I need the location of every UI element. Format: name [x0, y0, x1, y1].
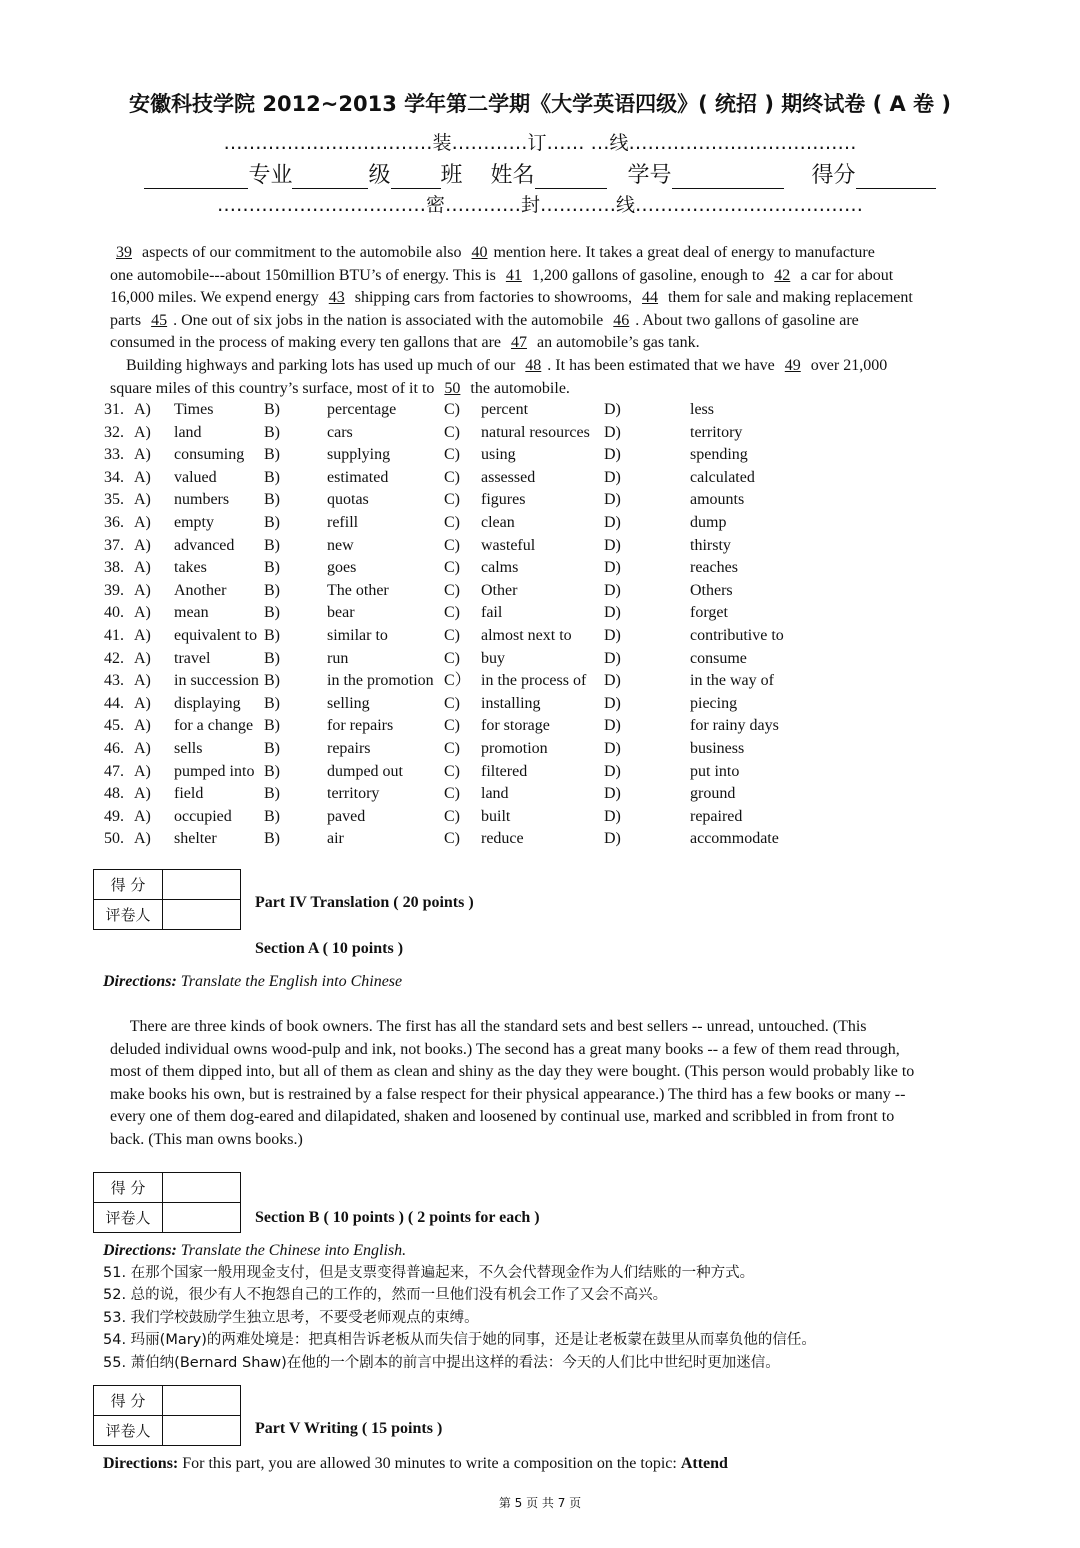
option-a[interactable]: valued [174, 468, 217, 486]
option-letter: D) [604, 536, 621, 554]
option-row [104, 761, 964, 784]
option-d[interactable]: repaired [690, 807, 743, 825]
question-number: 50. [104, 830, 124, 848]
option-letter: D) [604, 491, 621, 509]
score-label: 得分 [811, 163, 856, 188]
translation-line: every one of them dog-eared and dilapidated, shaken and loosened by continual use, marked and scribbled in from front to [110, 1108, 895, 1126]
option-letter: A) [134, 513, 151, 531]
option-a[interactable]: land [174, 423, 202, 441]
binding-line-bottom: ……………………………密…………封…………线……………………………… [216, 194, 863, 216]
option-letter: D) [604, 807, 621, 825]
passage-line [110, 378, 980, 401]
blank-number[interactable]: 45 [151, 311, 168, 329]
option-letter: C) [444, 581, 460, 599]
option-letter: A) [134, 762, 151, 780]
option-letter: D) [604, 694, 621, 712]
option-letter: C) [444, 762, 460, 780]
option-c[interactable]: promotion [481, 739, 548, 757]
option-c[interactable]: for storage [481, 717, 550, 735]
option-a[interactable]: in succession [174, 672, 259, 690]
option-letter: A) [134, 807, 151, 825]
option-c[interactable]: figures [481, 491, 526, 509]
option-letter: C) [444, 807, 460, 825]
option-letter: D) [604, 739, 621, 757]
option-letter: A) [134, 830, 151, 848]
option-a[interactable]: for a change [174, 717, 254, 735]
question-number: 49. [104, 807, 124, 825]
translation-line: deluded individual owns wood-pulp and ink, not books.) The second has a great many books -- a few of them read through, [110, 1040, 900, 1058]
option-letter: B) [264, 559, 280, 577]
question-number: 42. [104, 649, 124, 667]
option-letter: A) [134, 649, 151, 667]
translation-line: back. (This man owns books.) [110, 1130, 303, 1148]
option-b[interactable]: paved [327, 807, 366, 825]
option-letter: B) [264, 491, 280, 509]
score-cell-label: 得 分 [94, 1386, 163, 1416]
question-number: 43. [104, 672, 124, 690]
grader-cell[interactable] [163, 1203, 241, 1233]
option-b[interactable]: territory [327, 785, 380, 803]
name-label: 姓名 [490, 163, 535, 188]
option-c[interactable]: fail [481, 604, 503, 622]
passage-line [110, 355, 980, 378]
option-letter: B) [264, 739, 280, 757]
option-letter: B) [264, 694, 280, 712]
option-letter: D) [604, 468, 621, 486]
option-c[interactable]: wasteful [481, 536, 536, 554]
passage-text: over 21,000 [806, 356, 888, 374]
section-b-title: Section B ( 10 points ) ( 2 points for each ) [255, 1209, 540, 1226]
directions-label: Directions: [103, 973, 177, 990]
blank-number[interactable]: 49 [784, 356, 801, 374]
option-a[interactable]: Times [174, 401, 214, 418]
option-letter: D) [604, 626, 621, 644]
part5-topic: Attend [680, 1455, 728, 1472]
question-number: 44. [104, 694, 124, 712]
question-number: 38. [104, 559, 124, 577]
passage-text: 1,200 gallons of gasoline, enough to [527, 266, 769, 284]
option-a[interactable]: sells [174, 739, 203, 757]
option-row [104, 602, 964, 625]
name-blank[interactable] [535, 166, 607, 189]
option-d[interactable]: contributive to [690, 626, 784, 644]
option-c[interactable]: clean [481, 513, 515, 531]
translation-passage [110, 1016, 980, 1152]
passage-text: parts [110, 311, 146, 329]
blank-number[interactable]: 41 [505, 266, 522, 284]
option-c[interactable]: in the process of [481, 672, 587, 690]
score-cell[interactable] [163, 870, 241, 900]
option-d[interactable]: in the way of [690, 672, 774, 690]
option-a[interactable]: empty [174, 513, 214, 531]
option-letter: B) [264, 536, 280, 554]
chinese-sentences [103, 1262, 816, 1374]
class-label: 班 [440, 163, 463, 188]
option-b[interactable]: in the promotion [327, 672, 434, 690]
option-a[interactable]: advanced [174, 536, 235, 554]
directions-label: Directions: [103, 1455, 179, 1472]
option-letter: B) [264, 830, 280, 848]
option-letter: B) [264, 762, 280, 780]
score-cell[interactable] [163, 1173, 241, 1203]
option-letter: A) [134, 491, 151, 509]
option-row [104, 580, 964, 603]
student-info-line [0, 158, 1080, 189]
option-c[interactable]: built [481, 807, 511, 825]
option-letter: B) [264, 649, 280, 667]
option-letter: B) [264, 581, 280, 599]
score-box-section-b [93, 1172, 241, 1233]
passage-text: consumed in the process of making every ten gallons that are [110, 334, 505, 352]
passage-text: a car for about [796, 266, 894, 284]
option-row [104, 422, 964, 445]
grader-cell[interactable] [163, 900, 241, 930]
option-letter: C) [444, 536, 460, 554]
score-box-part5 [93, 1385, 241, 1446]
option-letter: A) [134, 559, 151, 577]
grader-cell[interactable] [163, 1416, 241, 1446]
passage-line [110, 287, 980, 310]
option-letter: C) [444, 446, 460, 464]
option-b[interactable]: dumped out [327, 762, 403, 780]
passage-text: an automobile’s gas tank. [533, 334, 700, 352]
option-d[interactable]: calculated [690, 468, 755, 486]
option-letter: B) [264, 401, 280, 418]
option-c[interactable]: buy [481, 649, 505, 667]
option-b[interactable]: bear [327, 604, 355, 622]
option-b[interactable]: air [327, 830, 344, 848]
option-letter: C) [444, 717, 460, 735]
option-letter: A) [134, 672, 151, 690]
option-letter: B) [264, 717, 280, 735]
option-d[interactable]: business [690, 739, 745, 757]
option-letter: C） [444, 672, 471, 690]
option-letter: B) [264, 513, 280, 531]
option-d[interactable]: piecing [690, 694, 738, 712]
option-d[interactable]: territory [690, 423, 743, 441]
passage-text: them for sale and making replacement [664, 289, 913, 307]
option-a[interactable]: Another [174, 581, 227, 599]
option-letter: C) [444, 468, 460, 486]
option-a[interactable]: field [174, 785, 204, 803]
option-d[interactable]: consume [690, 649, 747, 667]
option-d[interactable]: reaches [690, 559, 738, 577]
blank-number[interactable]: 44 [642, 289, 659, 307]
option-d[interactable]: forget [690, 604, 728, 622]
chinese-sentence: 53. 我们学校鼓励学生独立思考，不要受老师观点的束缚。 [103, 1309, 479, 1326]
grader-cell-label: 评卷人 [94, 900, 163, 930]
option-a[interactable]: displaying [174, 694, 241, 712]
option-a[interactable]: mean [174, 604, 209, 622]
blank-number[interactable]: 50 [444, 379, 461, 397]
class-blank[interactable] [391, 166, 441, 189]
directions-a [103, 973, 402, 991]
option-letter: C) [444, 401, 460, 418]
question-number: 36. [104, 513, 124, 531]
option-letter: B) [264, 626, 280, 644]
option-a[interactable]: consuming [174, 446, 245, 464]
directions-a-text: Translate the English into Chinese [180, 973, 403, 990]
question-number: 45. [104, 717, 124, 735]
passage-text: . One out of six jobs in the nation is associated with the automobile [173, 311, 608, 329]
question-number: 40. [104, 604, 124, 622]
option-letter: B) [264, 807, 280, 825]
option-letter: D) [604, 604, 621, 622]
grader-cell-label: 评卷人 [94, 1203, 163, 1233]
option-letter: D) [604, 401, 621, 418]
passage-text: the automobile. [466, 379, 570, 397]
option-letter: C) [444, 491, 460, 509]
option-row [104, 693, 964, 716]
translation-line: most of them dipped into, but all of them as clean and shiny as the day they were bought. (This person would probably like to [110, 1063, 915, 1081]
directions-b-text: Translate the Chinese into English. [180, 1242, 407, 1259]
option-b[interactable]: supplying [327, 446, 391, 464]
question-number: 46. [104, 739, 124, 757]
option-letter: C) [444, 423, 460, 441]
option-a[interactable]: takes [174, 559, 207, 577]
grade-blank[interactable] [292, 166, 368, 189]
chinese-sentence: 55. 萧伯纳(Bernard Shaw)在他的一个剧本的前言中提出这样的看法：今天的人们比中世纪时更加迷信。 [103, 1354, 780, 1371]
option-row [104, 444, 964, 467]
score-cell[interactable] [163, 1386, 241, 1416]
passage-text: . About two gallons of gasoline are [635, 311, 859, 329]
binding-line-top: ……………………………装…………订…… …线……………………………… [223, 132, 857, 154]
blank-number[interactable]: 39 [116, 244, 132, 261]
option-d[interactable]: less [690, 401, 714, 418]
option-letter: D) [604, 559, 621, 577]
option-letter: A) [134, 717, 151, 735]
option-letter: C) [444, 694, 460, 712]
passage-line [110, 310, 980, 333]
option-c[interactable]: assessed [481, 468, 536, 486]
major-blank[interactable] [144, 166, 248, 189]
passage-text: shipping cars from factories to showrooms, [350, 289, 637, 307]
translation-line: There are three kinds of book owners. The first has all the standard sets and best sellers -- unread, untouched. (This [110, 1018, 867, 1035]
option-d[interactable]: ground [690, 785, 736, 803]
option-row [104, 828, 964, 851]
option-d[interactable]: Others [690, 581, 733, 599]
option-letter: B) [264, 423, 280, 441]
options-list [104, 399, 964, 851]
blank-number[interactable]: 46 [613, 311, 630, 329]
score-box-part4 [93, 869, 241, 930]
option-letter: D) [604, 513, 621, 531]
option-letter: B) [264, 446, 280, 464]
option-letter: C) [444, 626, 460, 644]
passage-text: 16,000 miles. We expend energy [110, 289, 323, 307]
option-b[interactable]: repairs [327, 739, 371, 757]
option-row [104, 715, 964, 738]
option-a[interactable]: travel [174, 649, 211, 667]
option-d[interactable]: put into [690, 762, 740, 780]
passage-text: mention here. It takes a great deal of energy to manufacture [493, 244, 875, 261]
option-letter: A) [134, 739, 151, 757]
chinese-sentence: 54. 玛丽(Mary)的两难处境是：把真相告诉老板从而失信于她的同事，还是让老板蒙在鼓里从而辜负他的信任。 [103, 1332, 816, 1349]
option-letter: A) [134, 785, 151, 803]
option-b[interactable]: percentage [327, 401, 397, 418]
option-b[interactable]: refill [327, 513, 359, 531]
option-c[interactable]: filtered [481, 762, 528, 780]
option-row [104, 738, 964, 761]
part5-directions [103, 1455, 728, 1473]
option-b[interactable]: quotas [327, 491, 369, 509]
passage-text: Building highways and parking lots has used up much of our [110, 356, 520, 374]
option-d[interactable]: accommodate [690, 830, 779, 848]
passage-line [110, 242, 980, 265]
score-cell-label: 得 分 [94, 870, 163, 900]
part5-title: Part V Writing ( 15 points ) [255, 1420, 443, 1437]
part5-directions-text: For this part, you are allowed 30 minutes to write a composition on the topic: [178, 1455, 681, 1472]
page-footer: 第 5 页 共 7 页 [498, 1496, 582, 1510]
option-letter: A) [134, 446, 151, 464]
option-letter: D) [604, 649, 621, 667]
option-letter: B) [264, 604, 280, 622]
option-c[interactable]: using [481, 446, 516, 464]
translation-line: make books his own, but is restrained by a false respect for their physical appearance.) The third has a few books or many -- [110, 1085, 906, 1103]
option-letter: B) [264, 785, 280, 803]
option-row [104, 467, 964, 490]
directions-label: Directions: [103, 1242, 177, 1259]
blank-number[interactable]: 43 [328, 289, 345, 307]
option-row [104, 489, 964, 512]
option-letter: A) [134, 423, 151, 441]
question-number: 34. [104, 468, 124, 486]
option-letter: C) [444, 649, 460, 667]
option-c[interactable]: installing [481, 694, 541, 712]
question-number: 32. [104, 423, 124, 441]
exam-title: 安徽科技学院 2012~2013 学年第二学期《大学英语四级》( 统招 ) 期终试卷 ( A 卷 ) [129, 92, 951, 116]
option-letter: A) [134, 694, 151, 712]
option-letter: D) [604, 717, 621, 735]
student-id-blank[interactable] [672, 166, 784, 189]
option-a[interactable]: equivalent to [174, 626, 258, 644]
option-letter: D) [604, 672, 621, 690]
option-letter: A) [134, 468, 151, 486]
option-letter: C) [444, 604, 460, 622]
grader-cell-label: 评卷人 [94, 1416, 163, 1446]
option-c[interactable]: natural resources [481, 423, 590, 441]
option-row [104, 806, 964, 829]
option-letter: A) [134, 604, 151, 622]
option-a[interactable]: occupied [174, 807, 232, 825]
option-letter: D) [604, 762, 621, 780]
option-row [104, 535, 964, 558]
option-d[interactable]: thirsty [690, 536, 731, 554]
major-label: 专业 [248, 163, 293, 188]
option-c[interactable]: percent [481, 401, 529, 418]
question-number: 31. [104, 401, 124, 418]
option-letter: D) [604, 446, 621, 464]
option-letter: A) [134, 581, 151, 599]
option-letter: A) [134, 536, 151, 554]
option-b[interactable]: similar to [327, 626, 388, 644]
option-letter: D) [604, 830, 621, 848]
blank-number[interactable]: 42 [774, 266, 791, 284]
option-c[interactable]: land [481, 785, 509, 803]
option-c[interactable]: reduce [481, 830, 524, 848]
option-a[interactable]: shelter [174, 830, 217, 848]
option-row [104, 557, 964, 580]
question-number: 48. [104, 785, 124, 803]
option-b[interactable]: new [327, 536, 354, 554]
option-row [104, 399, 964, 422]
option-row [104, 648, 964, 671]
option-letter: C) [444, 785, 460, 803]
option-c[interactable]: almost next to [481, 626, 572, 644]
option-d[interactable]: spending [690, 446, 748, 464]
option-d[interactable]: amounts [690, 491, 745, 509]
option-row [104, 783, 964, 806]
part4-title: Part IV Translation ( 20 points ) [255, 894, 474, 911]
option-b[interactable]: estimated [327, 468, 389, 486]
option-c[interactable]: Other [481, 581, 518, 599]
option-d[interactable]: dump [690, 513, 727, 531]
option-letter: B) [264, 672, 280, 690]
passage-text: square miles of this country’s surface, most of it to [110, 379, 439, 397]
directions-b [103, 1242, 406, 1260]
passage-text: . It has been estimated that we have [547, 356, 779, 374]
question-number: 33. [104, 446, 124, 464]
option-b[interactable]: goes [327, 559, 357, 577]
option-letter: D) [604, 581, 621, 599]
option-b[interactable]: The other [327, 581, 389, 599]
passage-line [110, 332, 980, 355]
option-row [104, 512, 964, 535]
score-cell-label: 得 分 [94, 1173, 163, 1203]
blank-number[interactable]: 48 [525, 356, 542, 374]
option-letter: A) [134, 626, 151, 644]
passage-text: one automobile---about 150million BTU’s of energy. This is [110, 266, 500, 284]
section-a-title: Section A ( 10 points ) [255, 940, 404, 957]
option-letter: D) [604, 423, 621, 441]
cloze-passage [110, 242, 980, 400]
question-number: 39. [104, 581, 124, 599]
question-number: 41. [104, 626, 124, 644]
blank-number[interactable]: 47 [511, 334, 527, 352]
grade-label: 级 [368, 163, 391, 188]
blank-number[interactable]: 40 [471, 244, 488, 261]
score-blank[interactable] [856, 166, 936, 189]
passage-text: aspects of our commitment to the automobile also [138, 244, 466, 261]
option-letter: B) [264, 468, 280, 486]
option-letter: C) [444, 513, 460, 531]
option-c[interactable]: calms [481, 559, 519, 577]
option-letter: C) [444, 830, 460, 848]
chinese-sentence: 52. 总的说，很少有人不抱怨自己的工作的，然而一旦他们没有机会工作了又会不高兴。 [103, 1287, 668, 1304]
chinese-sentence: 51. 在那个国家一般用现金支付，但是支票变得普遍起来，不久会代替现金作为人们结账的一种方式。 [103, 1265, 755, 1281]
option-row [104, 625, 964, 648]
option-letter: A) [134, 401, 151, 418]
option-b[interactable]: for repairs [327, 717, 394, 735]
option-b[interactable]: selling [327, 694, 370, 712]
student-id-label: 学号 [627, 163, 672, 188]
option-b[interactable]: run [327, 649, 349, 667]
option-letter: C) [444, 559, 460, 577]
passage-line [110, 265, 980, 288]
option-b[interactable]: cars [327, 423, 353, 441]
option-a[interactable]: pumped into [174, 762, 255, 780]
option-letter: C) [444, 739, 460, 757]
option-a[interactable]: numbers [174, 491, 230, 509]
question-number: 35. [104, 491, 124, 509]
question-number: 37. [104, 536, 124, 554]
question-number: 47. [104, 762, 124, 780]
option-d[interactable]: for rainy days [690, 717, 779, 735]
option-letter: D) [604, 785, 621, 803]
option-row [104, 670, 964, 693]
